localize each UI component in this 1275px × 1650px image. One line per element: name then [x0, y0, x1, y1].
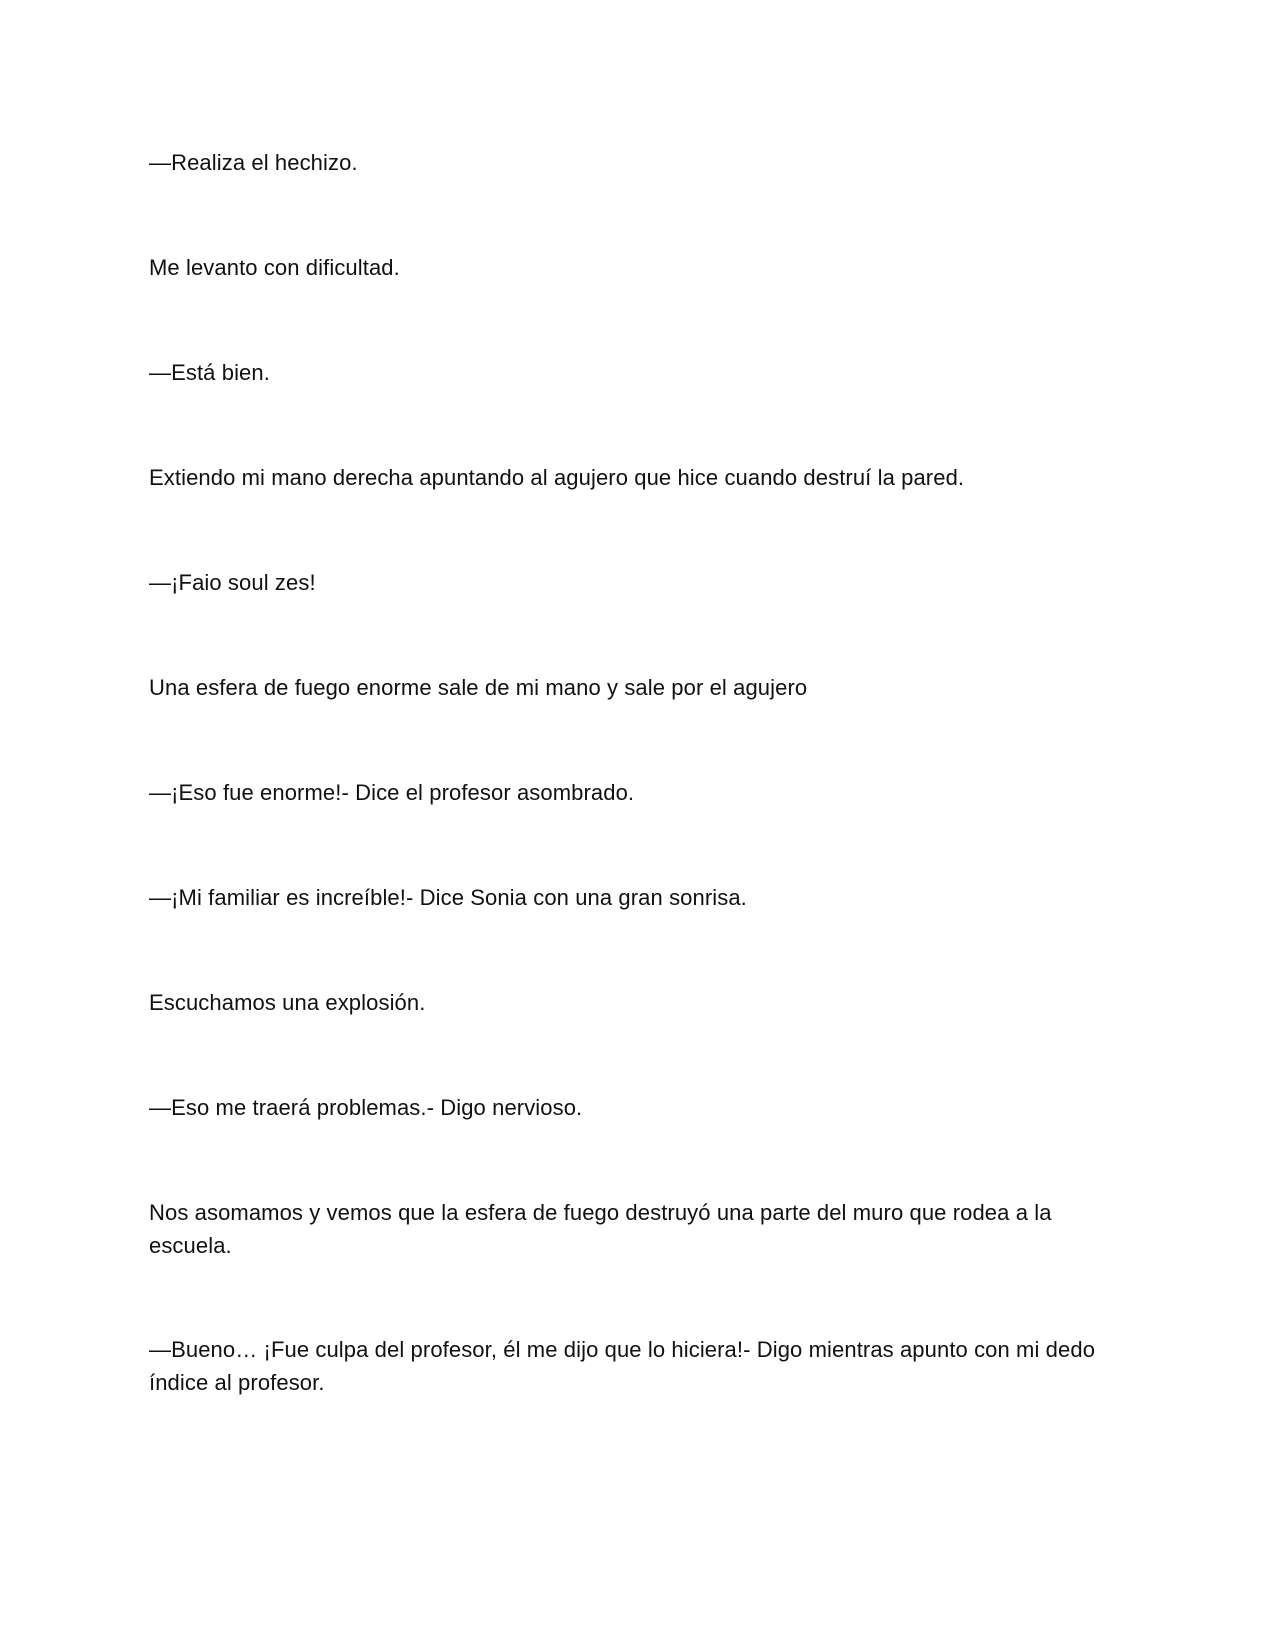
paragraph: —Está bien.: [149, 360, 270, 385]
paragraph: —Realiza el hechizo.: [149, 150, 358, 175]
paragraph: Nos asomamos y vemos que la esfera de fuego destruyó una parte del muro que rodea a la escuela.: [149, 1200, 1052, 1258]
paragraph: —¡Eso fue enorme!- Dice el profesor asombrado.: [149, 780, 635, 805]
paragraph: —¡Faio soul zes!: [149, 570, 316, 595]
paragraph: Extiendo mi mano derecha apuntando al agujero que hice cuando destruí la pared.: [149, 465, 965, 490]
paragraph: —¡Mi familiar es increíble!- Dice Sonia con una gran sonrisa.: [149, 885, 747, 910]
paragraph: —Bueno… ¡Fue culpa del profesor, él me dijo que lo hiciera!- Digo mientras apunto con mi dedo índice al profesor.: [149, 1337, 1096, 1395]
paragraph: Me levanto con dificultad.: [149, 255, 400, 280]
paragraph: —Eso me traerá problemas.- Digo nervioso.: [149, 1095, 583, 1120]
paragraph: Una esfera de fuego enorme sale de mi mano y sale por el agujero: [149, 675, 808, 700]
paragraph: Escuchamos una explosión.: [149, 990, 426, 1015]
